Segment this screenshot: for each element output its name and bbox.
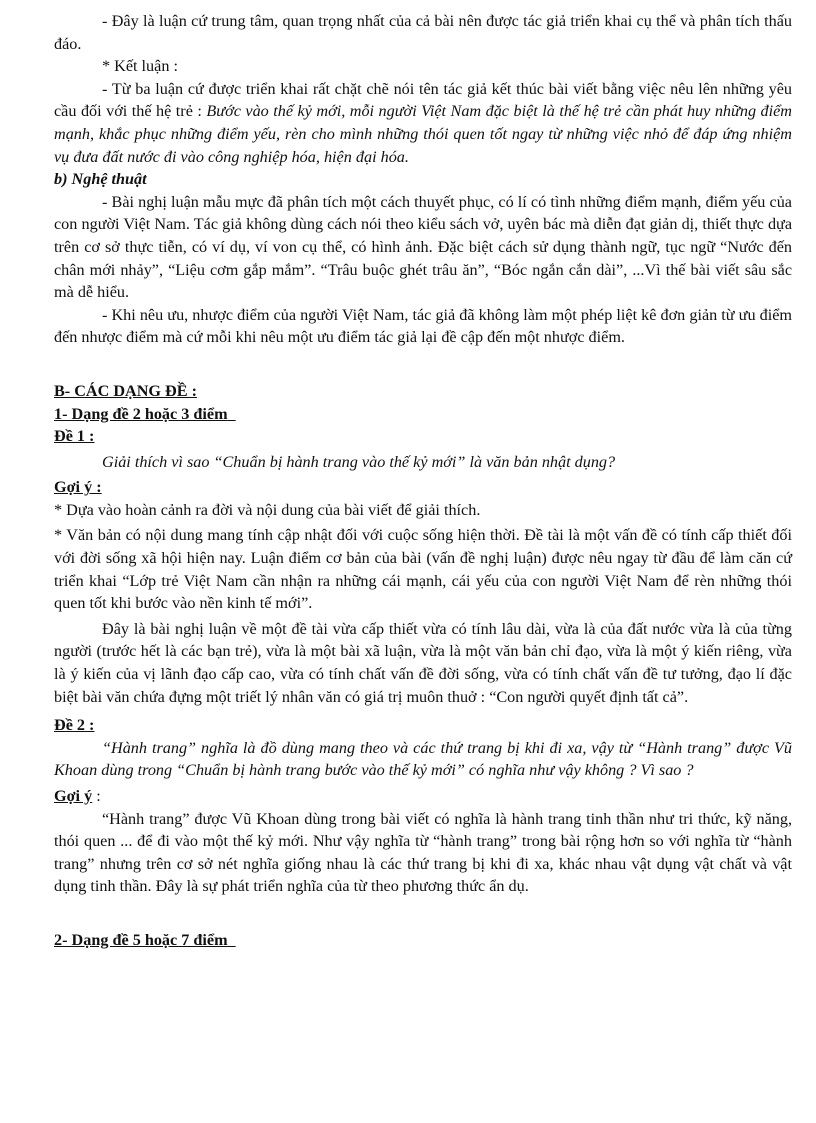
q1-hint-label: Gợi ý :: [54, 478, 102, 497]
sub2-heading: [54, 929, 792, 952]
sub1-heading-text: 1- Dạng đề 2 hoặc 3 điểm: [54, 404, 228, 423]
document-page: [54, 10, 792, 952]
q1-hint-1: * Dựa vào hoàn cảnh ra đời và nội dung của bài viết để giải thích.: [54, 500, 481, 519]
q2-hint-label: Gợi ý: [54, 787, 93, 805]
q2-hint-label-line: [54, 785, 792, 808]
q2-question: “Hành trang” nghĩa là đồ dùng mang theo và các thứ trang bị khi đi xa, vậy từ “Hành trang” được Vũ Khoan dùng trong “Chuẩn bị hành trang bước vào thế kỷ mới” có nghĩa như vậy không ? Vì sao ?: [54, 738, 792, 780]
conclusion-text: - Từ ba luận cứ được triển khai rất chặt chẽ nói tên tác giả kết thúc bài viết bằng việc nêu lên những yêu cầu đối với thế hệ trẻ :: [54, 79, 792, 121]
paragraph-central-argument: - Đây là luận cứ trung tâm, quan trọng nhất của cả bài nên được tác giả triển khai cụ thể và phân tích thấu đáo.: [54, 12, 792, 53]
q2-hint-colon: :: [92, 787, 101, 805]
art-paragraph-2: - Khi nêu ưu, nhược điểm của người Việt Nam, tác giả đã không làm một phép liệt kê đơn giản từ ưu điểm đến nhược điểm mà cứ mỗi khi nêu một ưu điểm tác giả lại đề cập đến một nhược điểm.: [54, 305, 792, 347]
q1-question: Giải thích vì sao “Chuẩn bị hành trang vào thế kỷ mới” là văn bản nhật dụng?: [102, 452, 616, 471]
paragraph-conclusion: [54, 78, 792, 168]
conclusion-label: * Kết luận :: [102, 57, 178, 76]
section-b-heading: B- CÁC DẠNG ĐỀ :: [54, 381, 197, 400]
conclusion-quote: Bước vào thế kỷ mới, mỗi người Việt Nam đặc biệt là thế hệ trẻ cần phát huy những điểm mạnh, khắc phục những điểm yếu, rèn cho mình những thói quen tốt ngay từ những việc nhỏ để đáp ứng nhiệm vụ đưa đất nước đi vào công nghiệp hóa, hiện đại hóa.: [54, 102, 792, 166]
q1-label: Đề 1 :: [54, 427, 95, 446]
q1-hint-3: Đây là bài nghị luận về một đề tài vừa cấp thiết vừa có tính lâu dài, vừa là của đất nước vừa là của từng người (trước hết là các bạn trẻ), vừa là một bài xã luận, vừa là một văn bản chỉ đạo, vừa là một ý kiến riêng, vừa là ý kiến của vị lãnh đạo cấp cao, vừa có tính chất vấn đề đời sống, vừa có tính chất vấn đề tư tưởng, đạo lí đặc biệt bài văn chứa đựng một triết lý nhân văn có giá trị muôn thuở : “Con người quyết định tất cả”.: [54, 619, 792, 706]
q1-hint-2: * Văn bản có nội dung mang tính cập nhật đối với cuộc sống hiện thời. Đề tài là một vấn đề có tính cấp thiết đối với đời sống xã hội hiện nay. Luận điểm cơ bản của bài (vấn đề nghị luận) được nêu ngay từ đầu để làm căn cứ triển khai “Lớp trẻ Việt Nam cần nhận ra những cái mạnh, cái yếu của con người Việt Nam để rèn những thói quen tốt khi bước vào nền kinh tế mới”.: [54, 526, 792, 613]
art-heading: b) Nghệ thuật: [54, 170, 147, 189]
q2-hint-1: “Hành trang” được Vũ Khoan dùng trong bài viết có nghĩa là hành trang tinh thần như tri thức, kỹ năng, thói quen ... để đi vào một thế kỷ mới. Như vậy nghĩa từ “hành trang” trong bài rộng hơn so với nghĩa từ “hành trang” nhưng trên cơ sở nét nghĩa giống nhau là các thứ trang bị khi đi xa, khác nhau vật dụng vật chất và vật dụng tinh thần. Đây là sự phát triển nghĩa của từ theo phương thức ẩn dụ.: [54, 809, 792, 896]
q2-label: Đề 2 :: [54, 716, 95, 735]
art-paragraph-1: - Bài nghị luận mẫu mực đã phân tích một cách thuyết phục, có lí có tình những điểm mạnh, điểm yếu của con người Việt Nam. Tác giả không dùng cách nói theo kiểu sách vở, uyên bác mà diễn đạt giản dị, thiết thực dựa trên cơ sở thực tiễn, có ví dụ, ví von cụ thể, có hình ảnh. Đặc biệt cách sử dụng thành ngữ, tục ngữ “Nước đến chân mới nhảy”, “Liệu cơm gắp mắm”. “Trâu buộc ghét trâu ăn”, “Bóc ngắn cắn dài”, ...Vì thế bài viết sâu sắc mà dễ hiểu.: [54, 192, 792, 302]
sub2-heading-text: 2- Dạng đề 5 hoặc 7 điểm: [54, 930, 228, 949]
sub1-heading: [54, 403, 792, 426]
